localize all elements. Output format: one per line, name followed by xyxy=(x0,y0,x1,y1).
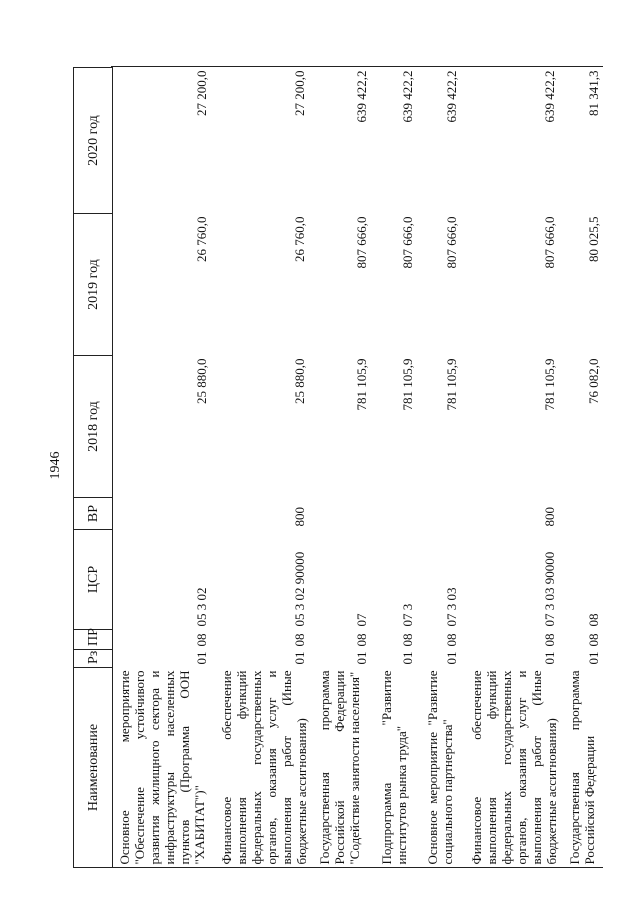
row-name: Основное мероприятие "Обеспечение устойчивого развития жилищного сектора и инфраструктуры населенных пунктов (Программа ООН "ХАБИТАТ")" xyxy=(117,670,207,865)
budget-table xyxy=(73,67,607,868)
row-2020: 27 200,0 xyxy=(291,70,307,116)
row-rz: 01 xyxy=(291,651,307,665)
row-2018: 781 105,9 xyxy=(399,358,415,411)
row-2019: 807 666,0 xyxy=(353,216,369,269)
row-pr: 08 xyxy=(399,633,415,647)
table-row xyxy=(113,68,215,868)
row-2019: 807 666,0 xyxy=(399,216,415,269)
row-csr: 05 3 02 xyxy=(193,587,209,627)
row-pr: 08 xyxy=(193,633,209,647)
row-2019: 807 666,0 xyxy=(541,216,557,269)
row-name: Финансовое обеспечение выполнения функций федеральных государственных органов, оказания услуг и выполнения работ (Иные бюджетные ассигнования) xyxy=(218,670,309,865)
row-pr: 08 xyxy=(585,633,601,647)
row-2018: 25 880,0 xyxy=(193,358,209,404)
row-vr xyxy=(421,498,465,530)
row-name: Финансовое обеспечение выполнения функций федеральных государственных органов, оказания услуг и выполнения работ (Иные бюджетные ассигнования) xyxy=(468,670,559,865)
header-2019: 2019 год xyxy=(74,214,113,356)
row-2018: 781 105,9 xyxy=(353,358,369,411)
table-row xyxy=(215,68,313,868)
row-csr: 07 3 03 90000 xyxy=(541,551,557,627)
header-name: Наименование xyxy=(74,668,113,868)
table-row xyxy=(563,68,607,868)
table-row xyxy=(313,68,375,868)
row-name: Подпрограмма "Развитие институтов рынка труда" xyxy=(378,670,409,865)
row-2018: 76 082,0 xyxy=(585,358,601,404)
row-rz: 01 xyxy=(443,651,459,665)
row-vr xyxy=(113,498,215,530)
row-vr: 800 xyxy=(291,507,307,527)
header-row xyxy=(74,68,113,868)
row-2018: 781 105,9 xyxy=(443,358,459,411)
row-name: Государственная программа Российской Федерации xyxy=(566,670,597,865)
row-csr: 05 3 02 90000 xyxy=(291,551,307,627)
row-csr: 07 3 xyxy=(399,603,415,627)
table-row xyxy=(465,68,563,868)
row-2019: 26 760,0 xyxy=(291,216,307,262)
header-2020: 2020 год xyxy=(74,68,113,214)
row-2020: 27 200,0 xyxy=(193,70,209,116)
rotated-page xyxy=(45,63,605,868)
row-vr xyxy=(375,498,421,530)
row-csr: 07 xyxy=(353,613,369,627)
row-rz: 01 xyxy=(541,651,557,665)
row-2019: 80 025,5 xyxy=(585,216,601,262)
row-2019: 26 760,0 xyxy=(193,216,209,262)
row-pr: 08 xyxy=(291,633,307,647)
table-row xyxy=(375,68,421,868)
header-rz: Рз xyxy=(74,650,113,668)
row-2020: 639 422,2 xyxy=(541,70,557,123)
page-number: 1946 xyxy=(48,451,63,480)
row-pr: 08 xyxy=(353,633,369,647)
row-2020: 81 341,3 xyxy=(585,70,601,116)
row-pr: 08 xyxy=(443,633,459,647)
row-name: Основное мероприятие "Развитие социального партнерства" xyxy=(424,670,455,865)
row-csr: 08 xyxy=(585,613,601,627)
row-2018: 25 880,0 xyxy=(291,358,307,404)
header-2018: 2018 год xyxy=(74,356,113,498)
row-rz: 01 xyxy=(193,651,209,665)
row-2020: 639 422,2 xyxy=(443,70,459,123)
row-vr xyxy=(313,498,375,530)
row-2020: 639 422,2 xyxy=(353,70,369,123)
row-rz: 01 xyxy=(399,651,415,665)
row-2019: 807 666,0 xyxy=(443,216,459,269)
row-pr: 08 xyxy=(541,633,557,647)
row-vr xyxy=(563,498,607,530)
table-row xyxy=(421,68,465,868)
row-2018: 781 105,9 xyxy=(541,358,557,411)
row-2020: 639 422,2 xyxy=(399,70,415,123)
row-csr: 07 3 03 xyxy=(443,587,459,627)
row-rz: 01 xyxy=(353,651,369,665)
header-vr: ВР xyxy=(74,498,113,530)
header-csr: ЦСР xyxy=(74,530,113,630)
row-rz: 01 xyxy=(585,651,601,665)
row-vr: 800 xyxy=(541,507,557,527)
row-name: Государственная программа Российской Федерации "Содействие занятости населения" xyxy=(316,670,362,865)
header-pr: ПР xyxy=(74,630,113,650)
